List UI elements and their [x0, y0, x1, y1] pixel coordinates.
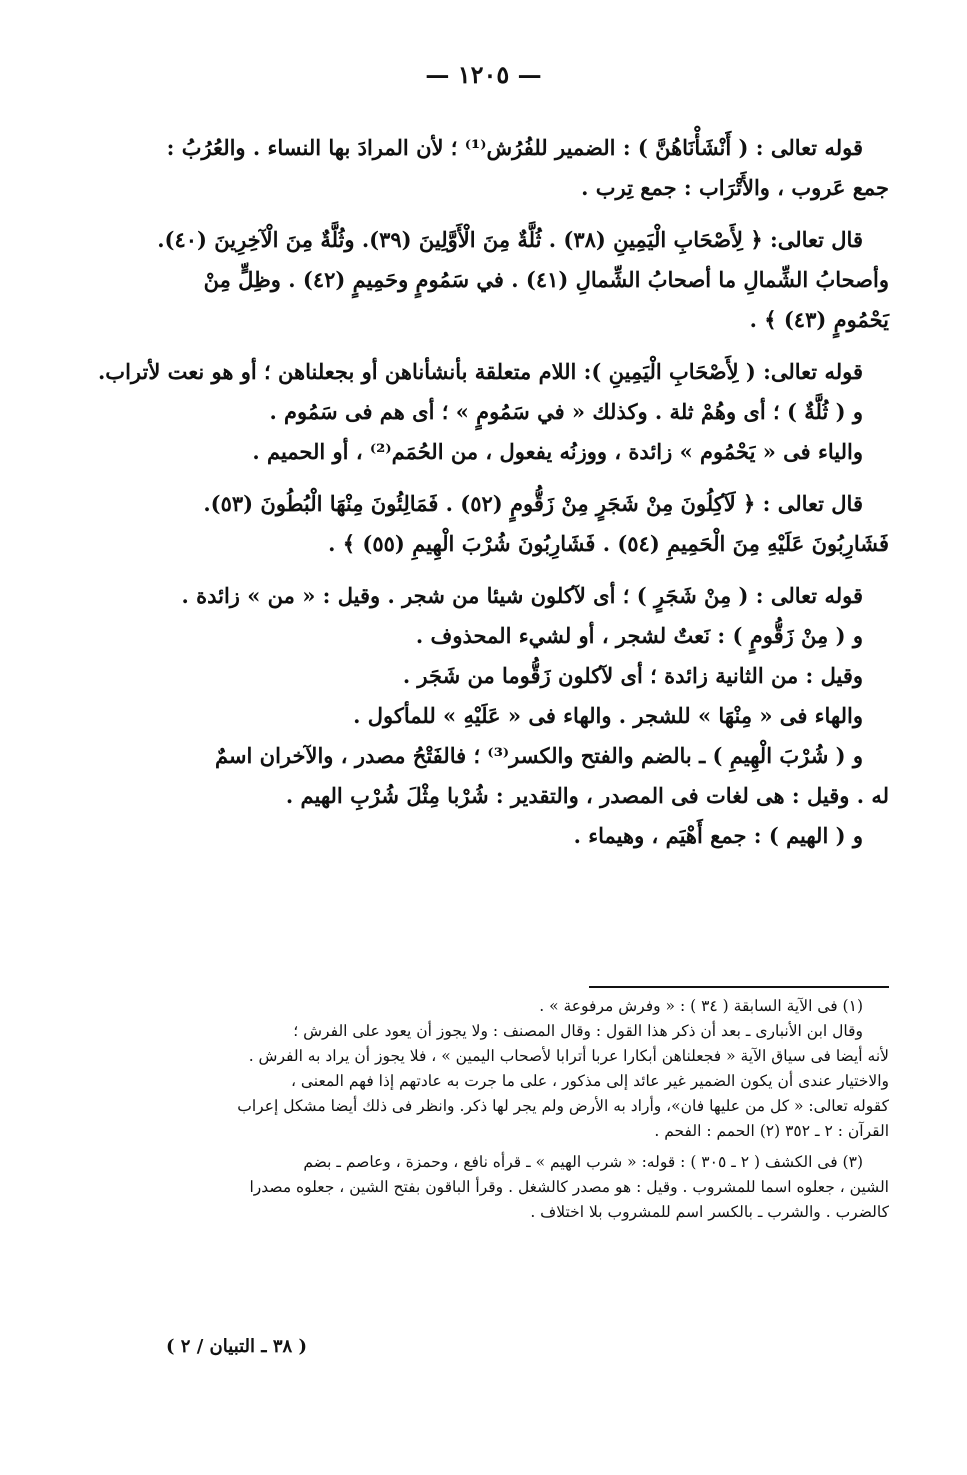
text-line: قوله تعالى: ( لِأَصْحَابِ الْيَمِينِ ): اللام متعلقة بأنشأناهن أو بجعلناهن ؛ أو هو نعت لأتراب.	[97, 359, 863, 384]
text-line: وقيل : من الثانية زائدة ؛ أى لآكلون زَقُّوما من شَجَر .	[402, 663, 863, 688]
text-line: له . وقيل : هى لغات فى المصدر ، والتقدير : شُرْبا مِثْلَ شُرْبِ الهيم .	[285, 783, 889, 808]
footnotes	[79, 994, 889, 1225]
footnote-line: (٣) فى الكشف ( ٢ ـ ٣٠٥ ) : قوله: « شرب الهيم » ـ قرأه نافع ، وحمزة ، وعاصم ـ بضم	[303, 1153, 863, 1171]
verse-line: وأصحابُ الشِّمالِ ما أصحابُ الشِّمالِ (٤١) . في سَمُومٍ وحَمِيمٍ (٤٢) . وظِلٍّ مِنْ	[203, 267, 889, 292]
text-line: قوله تعالى : ( مِنْ شَجَرٍ ) ؛ أى لآكلون شيئا من شجر . وقيل : « من » زائدة .	[181, 583, 863, 608]
signature-text: ( ٣٨ ـ التبيان / ٢ )	[165, 1336, 307, 1357]
text-line: و ( شُرْبَ الْهِيمِ ) ـ بالضم والفتح والكسر⁽³⁾ ؛ فالفَتْحُ مصدر ، والآخران اسمٌ	[214, 743, 863, 768]
verse-line: فَشَارِبُونَ عَلَيْهِ مِنَ الْحَمِيمِ (٥٤) . فَشَارِبُونَ شُرْبَ الْهِيمِ (٥٥) ﴾ .	[328, 531, 889, 556]
footnote-line: لأنه أيضا فى سياق الآية « فجعلناهن أبكارا عربا أترابا لأصحاب اليمين » ، فلا يجوز أن يراد به الفرش .	[248, 1047, 889, 1065]
verse-line: يَحْمُومٍ (٤٣) ﴾ .	[749, 307, 889, 332]
text-line: قوله تعالى : ( أَنْشَأْنَاهُنَّ ) : الضمير للفُرُش⁽¹⁾ ؛ لأن المرادَ بها النساء . والعُرُبُ :	[166, 135, 863, 160]
footnote-line: وقال ابن الأنبارى ـ بعد أن ذكر هذا القول : وقال المصنف : ولا يجوز أن يعود على الفرش ؛	[293, 1022, 863, 1040]
verse-line: قال تعالى: ﴿ لِأَصْحَابِ الْيَمِينِ (٣٨) . ثُلَّةٌ مِنَ الْأَوَّلِينَ (٣٩). وثُلَّةٌ مِنَ الْآخِرِينَ (٤٠).	[157, 227, 863, 252]
text-line: و ( الهيم ) : جمع أَهْيَم ، وهيماء .	[573, 823, 863, 848]
footnote-line: القرآن : ٢ ـ ٣٥٢ (٢) الحمم : الفحم .	[654, 1122, 889, 1140]
text-line: والياء فى « يَحْمُوم » زائدة ، ووزنُه يفعول ، من الحُمَم⁽²⁾ ، أو الحميم .	[252, 439, 863, 464]
text-line: و ( ثُلَّةٌ ) ؛ أى وهُمْ ثلة . وكذلك « في سَمُومٍ » ؛ أى هم فى سَمُوم .	[269, 399, 863, 424]
page-number: — ١٢٠٥ —	[425, 60, 542, 89]
footnote-line: كقوله تعالى: « كل من عليها فان»، وأراد به الأرض ولم يجر لها ذكر. وانظر فى ذلك أيضا مشكل إعراب	[237, 1097, 889, 1115]
text-line: جمع عَروب ، والأَتْرَاب : جمع تِرب .	[581, 175, 889, 200]
text-line: و ( مِنْ زَقُّومٍ ) : نَعتٌ لشجر ، أو لشيء المحذوف .	[415, 623, 863, 648]
verse-line: قال تعالى : ﴿ لَآكِلُونَ مِنْ شَجَرٍ مِنْ زَقُّومٍ (٥٢) . فَمَالِئُونَ مِنْهَا الْبُطُونَ (٥٣).	[203, 491, 863, 516]
footnote-divider	[589, 986, 889, 988]
footnote-line: كالضرب . والشرب ـ بالكسر اسم للمشروب بلا اختلاف .	[530, 1203, 889, 1221]
footnote-line: والاختيار عندى أن يكون الضمير غير عائد إلى مذكور ، على ما جرت به عادتهم إذا فهم المعنى ،	[290, 1072, 889, 1090]
footnote-line: (١) فى الآية السابقة ( ٣٤ ) : « وفرش مرفوعة » .	[539, 997, 863, 1015]
text-line: والهاء فى « مِنْهَا » للشجر . والهاء فى « عَلَيْهِ » للمأكول .	[353, 703, 863, 728]
main-text	[79, 128, 889, 856]
footnote-line: الشين ، جعلوه اسما للمشروب . وقيل : هو مصدر كالشغل . وقرأ الباقون بفتح الشين ، جعلوه مصدرا	[249, 1178, 889, 1196]
